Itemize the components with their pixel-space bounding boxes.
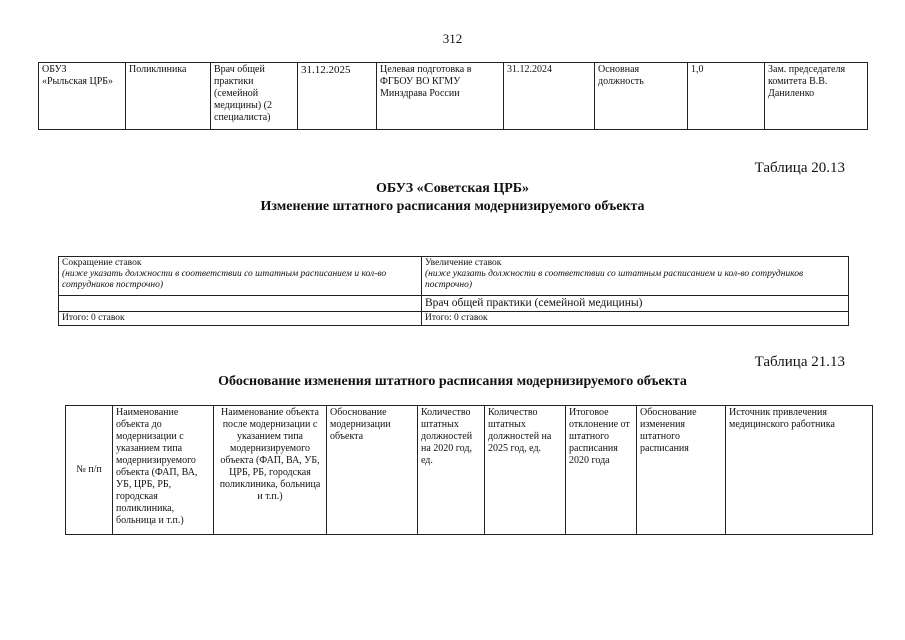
staff-justification-table [65,405,873,535]
section-title-21: Обоснование изменения штатного расписания модернизируемого объекта [218,374,687,389]
increase-position: Врач общей практики (семейной медицины) [422,296,849,312]
header-source: Источник привлечения медицинского работника [726,406,873,535]
org-title: ОБУЗ «Советская ЦРБ» [375,181,530,196]
reduction-header: Сокращение ставок [62,258,142,268]
header-change-reason: Обоснование изменения штатного расписания [637,406,726,535]
position-type-cell: Основная должность [595,63,688,130]
empty-cell [59,296,422,312]
header-deviation: Итоговое отклонение от штатного расписания 2020 года [566,406,637,535]
org-cell: ОБУЗ «Рыльская ЦРБ» [39,63,126,130]
page-number: 312 [442,31,463,46]
unit-cell: Поликлиника [126,63,211,130]
header-object-after: Наименование объекта после модернизации с указанием типа модернизируемого объекта (ФАП, ВА, УБ, ЦРБ, РБ, городская поликлиника, больница и т.п.) [214,406,327,535]
position-cell: Врач общей практики (семейной медицины) (2 специалиста) [211,63,298,130]
training-cell: Целевая подготовка в ФГБОУ ВО КГМУ Минздрава России [377,63,504,130]
increase-header: Увеличение ставок [425,258,502,268]
staff-table-continuation [38,62,868,130]
table-row [59,312,849,326]
table-row [59,296,849,312]
date-cell: 31.12.2025 [298,63,377,130]
table-label-20: Таблица 20.13 [754,160,845,176]
table-label-21: Таблица 21.13 [754,354,845,370]
rate-cell: 1,0 [688,63,765,130]
header-modernization-reason: Обоснование модернизации объекта [327,406,418,535]
table-row [39,63,868,130]
table-row [59,257,849,296]
header-positions-2025: Количество штатных должностей на 2025 год, ед. [485,406,566,535]
increase-note: (ниже указать должности в соответствии со штатным расписанием и кол-во сотрудников построчно) [425,269,804,290]
table-row [66,406,873,535]
responsible-cell: Зам. председателя комитета В.В. Даниленко [765,63,868,130]
reduction-total: Итого: 0 ставок [59,312,422,326]
reduction-header-cell [59,257,422,296]
staff-change-table [58,256,849,326]
increase-header-cell [422,257,849,296]
header-index: № п/п [66,406,113,535]
date2-cell: 31.12.2024 [504,63,595,130]
header-positions-2020: Количество штатных должностей на 2020 год, ед. [418,406,485,535]
section-subtitle: Изменение штатного расписания модернизируемого объекта [260,199,645,214]
header-object-before: Наименование объекта до модернизации с указанием типа модернизируемого объекта (ФАП, ВА, УБ, ЦРБ, РБ, городская поликлиника, больница и т.п.) [113,406,214,535]
increase-total: Итого: 0 ставок [422,312,849,326]
reduction-note: (ниже указать должности в соответствии со штатным расписанием и кол-во сотрудников построчно) [62,269,387,290]
